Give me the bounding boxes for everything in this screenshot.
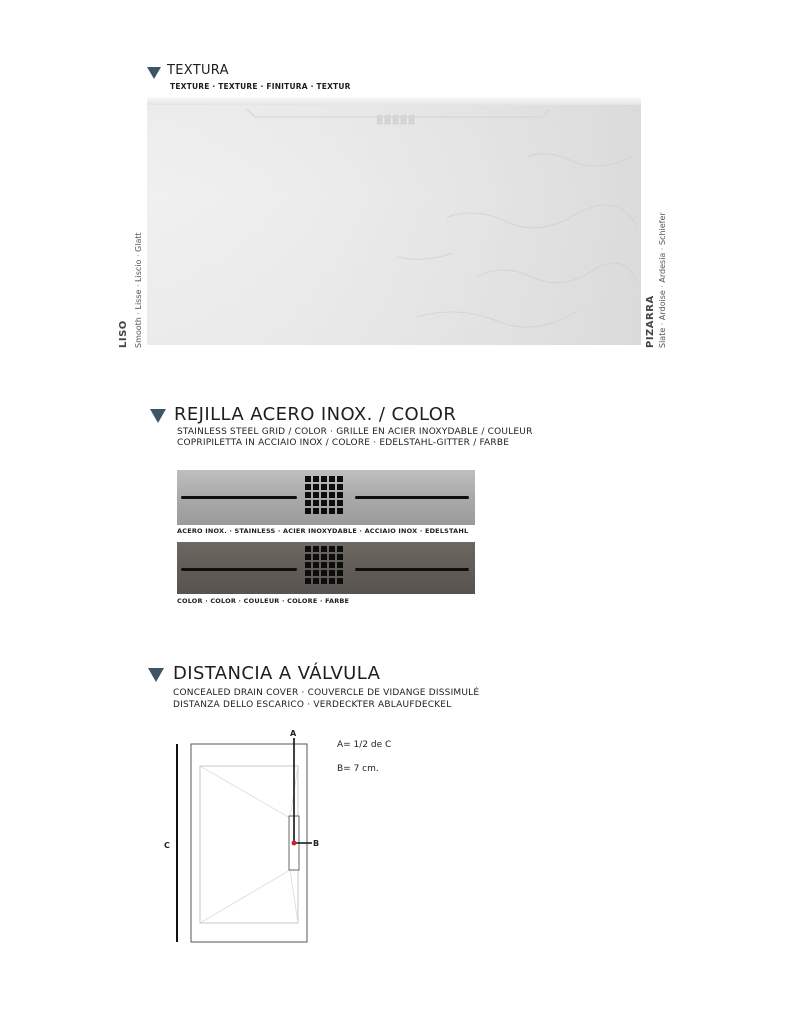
note-b: B= 7 cm. [337, 764, 379, 774]
left-texture-label [118, 320, 129, 348]
valve-distance-diagram [160, 728, 330, 948]
left-texture-translations [134, 232, 143, 348]
stainless-grid-image [177, 470, 475, 525]
rejilla-subtitle-2: COPRIPILETTA IN ACCIAIO INOX / COLORE · EDELSTAHL-GITTER / FARBE [177, 438, 510, 448]
caption-color: COLOR · COLOR · COULEUR · COLORE · FARBE [177, 597, 350, 605]
textura-subtitle: TEXTURE · TEXTURE · FINITURA · TEXTUR [170, 82, 351, 91]
right-texture-translations [658, 212, 667, 348]
drain-grate-icon [377, 110, 415, 120]
distancia-subtitle-1: CONCEALED DRAIN COVER · COUVERCLE DE VIDANGE DISSIMULÉ [173, 688, 480, 698]
left-label-name: LISO [118, 320, 129, 348]
note-a: A= 1/2 de C [337, 740, 392, 750]
textura-title: TEXTURA [167, 63, 229, 78]
label-a: A [290, 729, 297, 738]
color-grid-image [177, 542, 475, 594]
caption-stainless: ACERO INOX. · STAINLESS · ACIER INOXYDABLE · ACCIAIO INOX · EDELSTAHL [177, 527, 469, 535]
label-b: B [313, 839, 320, 848]
right-label-translations: Slate · Ardoise · Ardesia · Schiefer [658, 212, 667, 348]
section-marker-icon [150, 409, 166, 423]
left-label-translations: Smooth · Lisse · Liscio · Glatt [134, 232, 143, 348]
rejilla-title: REJILLA ACERO INOX. / COLOR [174, 404, 457, 425]
section-marker-icon [147, 67, 161, 79]
label-c: C [164, 841, 170, 850]
rejilla-subtitle-1: STAINLESS STEEL GRID / COLOR · GRILLE EN ACIER INOXYDABLE / COULEUR [177, 427, 533, 437]
distancia-subtitle-2: DISTANZA DELLO ESCARICO · VERDECKTER ABLAUFDECKEL [173, 700, 452, 710]
right-texture-label [645, 295, 656, 348]
slate-texture [147, 97, 641, 345]
section-marker-icon [148, 668, 164, 682]
right-label-name: PIZARRA [645, 295, 656, 348]
distancia-title: DISTANCIA A VÁLVULA [173, 663, 381, 684]
